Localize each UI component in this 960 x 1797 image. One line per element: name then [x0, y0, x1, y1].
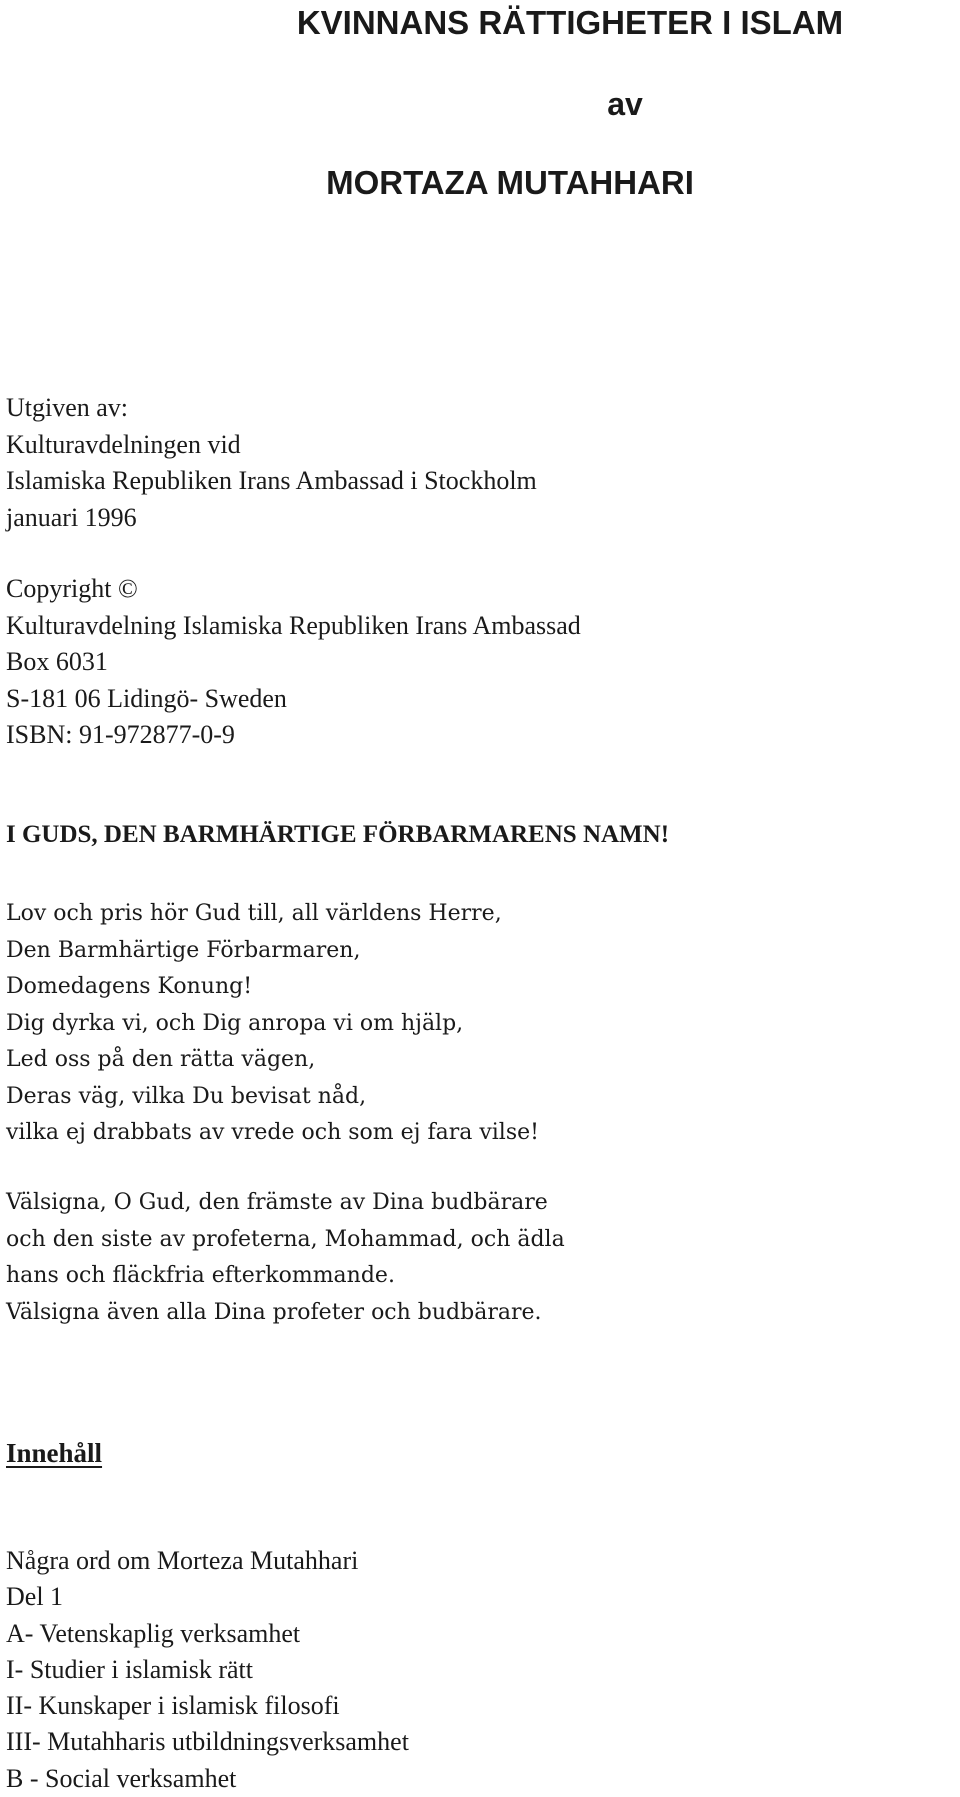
prayer-line: Led oss på den rätta vägen, — [6, 1047, 316, 1072]
table-of-contents — [6, 1543, 409, 1797]
toc-item: Några ord om Morteza Mutahhari — [6, 1546, 359, 1575]
toc-item: B - Social verksamhet — [6, 1763, 237, 1793]
toc-heading: Innehåll — [6, 1438, 103, 1468]
toc-item: I- Studier i islamisk rätt — [6, 1654, 253, 1684]
copyright-block — [6, 571, 581, 754]
blessing-line: Välsigna även alla Dina profeter och budbärare. — [6, 1299, 542, 1325]
prayer-line: Dig dyrka vi, och Dig anropa vi om hjälp, — [6, 1010, 464, 1036]
copyright-line: Box 6031 — [6, 647, 108, 676]
blessing-line: Välsigna, O Gud, den främste av Dina budbärare — [6, 1190, 548, 1215]
publisher-line: Islamiska Republiken Irans Ambassad i Stockholm — [6, 466, 537, 495]
prayer-line: Lov och pris hör Gud till, all världens Herre, — [6, 901, 502, 926]
copyright-line: Copyright © — [6, 574, 138, 603]
blessing-line: hans och fläckfria efterkommande. — [6, 1263, 395, 1288]
copyright-line: Kulturavdelning Islamiska Republiken Irans Ambassad — [6, 610, 581, 640]
publisher-line: Kulturavdelningen vid — [6, 429, 241, 459]
prayer-line: vilka ej drabbats av vrede och som ej fara vilse! — [6, 1120, 539, 1145]
toc-item: III- Mutahharis utbildningsverksamhet — [6, 1727, 409, 1757]
publisher-line: januari 1996 — [6, 502, 137, 532]
prayer-block — [6, 896, 539, 1152]
author-name: MORTAZA MUTAHHARI — [326, 164, 694, 201]
blessing-line: och den siste av profeterna, Mohammad, och ädla — [6, 1226, 565, 1252]
invocation-heading: I GUDS, DEN BARMHÄRTIGE FÖRBARMARENS NAMN! — [6, 821, 670, 848]
blessing-block — [6, 1185, 565, 1331]
toc-item: A- Vetenskaplig verksamhet — [6, 1618, 301, 1648]
prayer-line: Den Barmhärtige Förbarmaren, — [6, 937, 361, 963]
book-title: KVINNANS RÄTTIGHETER I ISLAM — [296, 4, 844, 41]
copyright-line: S-181 06 Lidingö- Sweden — [6, 683, 287, 713]
publisher-block — [6, 390, 537, 536]
toc-item: Del 1 — [6, 1582, 64, 1612]
publisher-line: Utgiven av: — [6, 393, 129, 422]
title-by: av — [607, 86, 643, 122]
prayer-line: Domedagens Konung! — [6, 974, 253, 999]
toc-item: II- Kunskaper i islamisk filosofi — [6, 1691, 340, 1721]
prayer-line: Deras väg, vilka Du bevisat nåd, — [6, 1083, 367, 1109]
copyright-line: ISBN: 91-972877-0-9 — [6, 720, 235, 749]
